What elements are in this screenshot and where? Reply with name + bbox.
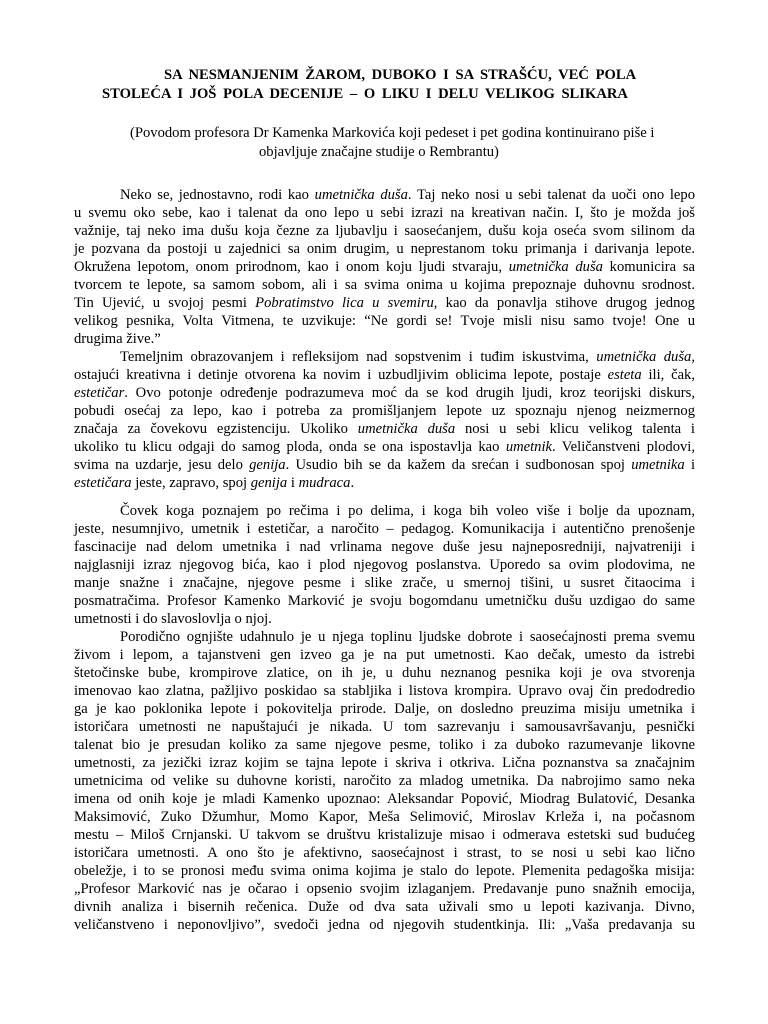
title-line-1: SA NESMANJENIM ŽAROM, DUBOKO I SA STRAŠĆU, VEĆ POLA	[164, 67, 637, 83]
paragraph-line: Maksimović, Zuko Džumhur, Momo Kapor, Meša Selimović, Miroslav Krleža i, na počasnom	[74, 809, 695, 825]
title-line-2: STOLEĆA I JOŠ POLA DECENIJE – O LIKU I DELU VELIKOG SLIKARA	[102, 86, 628, 102]
paragraph-line: tvorcem te lepote, sa samom sobom, ali i sa svima onima u kojima prepoznaje duhovnu srodnost.	[74, 277, 695, 293]
paragraph-line: imenovao kao zlatna, pažljivo poskidao sa stabljika i listova krompira. Upravo ovaj čin predodredio	[74, 683, 695, 699]
document-title	[0, 66, 768, 104]
paragraph-line: u svemu oko sebe, kao i talenat da ono lepo u sebi izrazi na kreativan način. I, što je možda još	[74, 205, 695, 221]
paragraph-line: fascinacije nad delom umetnika i nad vrlinama negove duše jesu najneposredniji, najvatreniji i	[74, 539, 695, 555]
paragraph-line: ostajući kreativna i detinje otvorena ka novim i uzbudljivim oblicima lepote, postaje esteta ili, čak,	[74, 367, 695, 383]
paragraph-line: istoričara umetnosti. A ono što je afektivno, saosećajnost i strast, to se nosi u sebi kao lično	[74, 845, 695, 861]
subtitle-line-1: (Povodom profesora Dr Kamenka Markovića koji pedeset i pet godina kontinuirano piše i	[130, 125, 655, 141]
paragraph-line: estetičar. Ovo potonje određenje podrazumeva moć da se kod drugih ljudi, kroz teorijski diskurs,	[74, 385, 695, 401]
paragraph-line: značaja za čovekovu egzistenciju. Ukoliko umetnička duša nosi u sebi klicu velikog talenta i	[74, 421, 695, 437]
subtitle-line-2: objavljuje značajne studije o Rembrantu)	[259, 144, 499, 160]
paragraph-line: umetnosti i do slavoslovlja o njoj.	[74, 611, 272, 627]
paragraph-line: Čovek koga poznajem po rečima i po delima, i koga bih voleo više i bolje da upoznam,	[120, 503, 695, 519]
paragraph-line: Porodično ognjište udahnulo je u njega toplinu ljudske dobrote i saosećajnosti prema svemu	[120, 629, 695, 645]
document-subtitle	[0, 124, 768, 162]
paragraph-line: estetičara jeste, zapravo, spoj genija i mudraca.	[74, 475, 355, 491]
paragraph-line: velikog pesnika, Volta Vitmena, te uzvikuje: “Ne gordi se! Tvoje misli nisu samo tvoje! One u	[74, 313, 695, 329]
paragraph-line: živom i lepom, a tajanstveni gen izveo ga je na put umetnosti. Kao dečak, umesto da istrebi	[74, 647, 695, 663]
paragraph-line: ga je kao poklonika lepote i pokovitelja prirode. Dalje, on dosledno preuzima misiju umetnika i	[74, 701, 695, 717]
paragraph	[74, 186, 695, 348]
paragraph-line: štetočinske bube, krompirove zlatice, on ih je, u duhu neznanog pesnika koji je ova stvorenja	[74, 665, 695, 681]
paragraph-line: talenat bio je presudan koliko za same njegove pesme, toliko i za duboko razumevanje likovne	[74, 737, 695, 753]
paragraph	[74, 502, 695, 628]
paragraph-line: posmatračima. Profesor Kamenko Marković je svoju bogomdanu umetničku dušu uzdigao do same	[74, 593, 695, 609]
paragraph-line: najglasniji izraz njegovog bića, kao i plod njegovog poslanstva. Uporedo sa ovim plodovima, ne	[74, 557, 695, 573]
paragraph-line: obeležje, i to se pronosi među svima onima kojima je stalo do lepote. Plemenita pedagoška misija:	[74, 863, 695, 879]
paragraph-line: imena od onih koje je mladi Kamenko upoznao: Aleksandar Popović, Miodrag Bulatović, Desanka	[74, 791, 695, 807]
paragraph-line: pobudi osećaj za lepo, kao i potreba za promišljanjem lepote uz spoznaju njenog neizmernog	[74, 403, 695, 419]
paragraph-line: „Profesor Marković nas je očarao i opsenio svojim izlaganjem. Predavanje puno snažnih emocija,	[74, 881, 695, 897]
paragraph-line: umetnosti, za jezički izraz kojim se tajna lepote i skriva i otkriva. Lična poznanstva sa značajnim	[74, 755, 695, 771]
paragraph	[74, 348, 695, 492]
paragraph-line: veličanstveno i neponovljivo”, svedoči jedna od njegovih studentkinja. Ili: „Vaša predavanja su	[74, 917, 695, 933]
paragraph-gap	[74, 492, 695, 502]
document-body	[74, 186, 695, 934]
paragraph-line: Temeljnim obrazovanjem i refleksijom nad sopstvenim i tuđim iskustvima, umetnička duša,	[120, 349, 695, 365]
paragraph-line: svima na uzdarje, jesu delo genija. Usudio bih se da kažem da srećan i sudbonosan spoj umetnika i	[74, 457, 695, 473]
paragraph-line: ukoliko tu klicu odgaji do samog ploda, onda se ona ispostavlja kao umetnik. Veličanstveni plodovi,	[74, 439, 695, 455]
paragraph-line: jeste, nesumnjivo, umetnik i estetičar, a naročito – pedagog. Komunikacija i autentično prenošenje	[74, 521, 695, 537]
paragraph-line: istoričara umetnosti ne napuštajući je nikada. U tom sazrevanju i samousavršavanju, pesnički	[74, 719, 695, 735]
paragraph-line: Okružena lepotom, onom prirodnom, kao i onom koju ljudi stvaraju, umetnička duša komunicira sa	[74, 259, 695, 275]
paragraph-line: Neko se, jednostavno, rodi kao umetnička duša. Taj neko nosi u sebi talenat da uoči ono lepo	[120, 187, 695, 203]
paragraph-line: umetnicima od velike su duhovne koristi, naročito za mladog umetnika. Da nabrojimo samo neka	[74, 773, 695, 789]
paragraph-line: Tin Ujević, u svojoj pesmi Pobratimstvo lica u svemiru, kao da ponavlja stihove drugog jednog	[74, 295, 695, 311]
paragraph-line: je pozvana da postoji u zajednici sa onim drugim, u neprestanom toku primanja i darivanja lepote.	[74, 241, 695, 257]
paragraph-line: divnih analiza i bisernih rečenica. Duže od dva sata uživali smo u lepoti kazivanja. Divno,	[74, 899, 695, 915]
paragraph-line: drugima žive.”	[74, 331, 161, 347]
paragraph-line: mestu – Miloš Crnjanski. U takvom se društvu kristalizuje misao i odmerava estetski sud budućeg	[74, 827, 695, 843]
paragraph-line: manje snažne i značajne, njegove pesme i slike zrače, u smernoj tišini, u susret čitaocima i	[74, 575, 695, 591]
paragraph	[74, 628, 695, 934]
paragraph-line: važnije, taj neko ima dušu koja čezne za ljubavlju i saosećanjem, dušu koja oseća svom silinom da	[74, 223, 695, 239]
